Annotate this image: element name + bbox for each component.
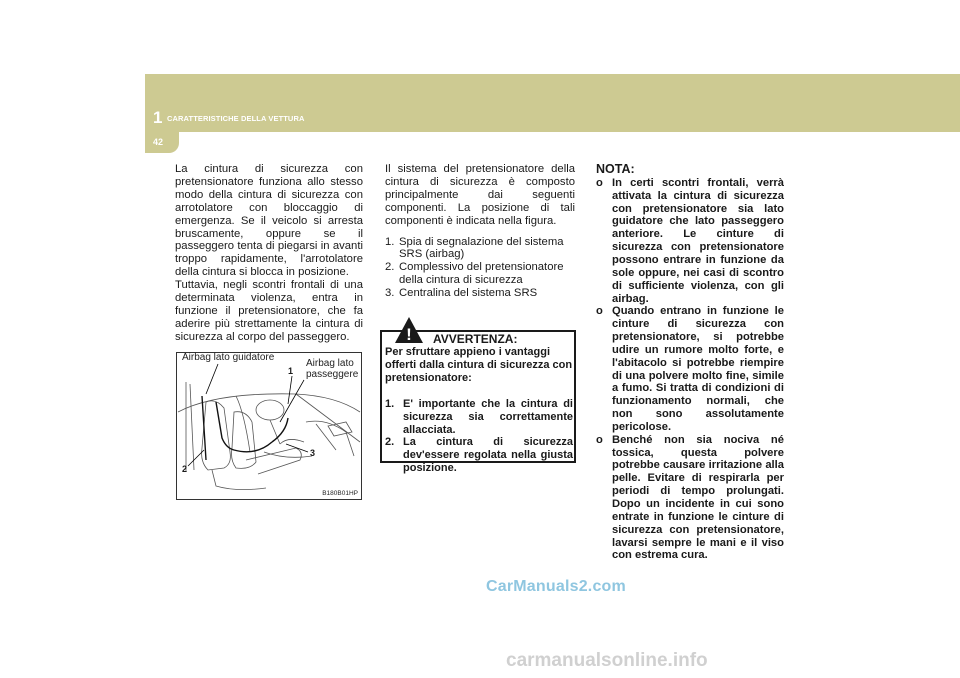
list-bullet: o: [596, 433, 603, 446]
list-item-text: E' importante che la cintura di sicurezza sia correttamente allacciata.: [403, 398, 573, 436]
figure-callout-3: 3: [310, 448, 316, 458]
components-list: [385, 236, 575, 301]
list-item-number: 2.: [385, 261, 395, 274]
list-item-number: 2.: [385, 436, 395, 449]
chapter-header-band: [145, 74, 960, 132]
figure-callout-1: 1: [288, 366, 294, 376]
list-item-text: In certi scontri frontali, verrà attivata la cintura di sicurezza con pretensionatore sia lato guidatore che lato passeggero anteriore. Le cinture di sicurezza con pretensionatore possono entrare in funzione da sole oppure, nei casi di scontro di sufficiente violenza, con gli airbag.: [612, 176, 784, 305]
chapter-number: 1: [153, 108, 163, 127]
column2-intro: Il sistema del pretensionatore della cintura di sicurezza è composto principalmente dai seguenti componenti. La posizione di tali componenti è indicata nella figura.: [385, 163, 575, 227]
warning-box: [380, 330, 576, 474]
column-3: [596, 163, 784, 562]
list-item: [385, 236, 575, 262]
list-item-text: Quando entrano in funzione le cinture di sicurezza con pretensionatore, si potrebbe udire un rumore molto forte, e l'abitacolo si potrebbe riempire di una polvere molto fine, simile a fumo. Si tratta di condizioni di funzionamento normali, che non sono assolutamente pericolose.: [612, 305, 784, 433]
figure-code: B180B01HP: [322, 490, 358, 497]
list-item: [596, 177, 784, 305]
warning-intro: Per sfruttare appieno i vantaggi offerti dalla cintura di sicurezza con pretensionatore:: [385, 346, 573, 384]
warning-list: [385, 398, 573, 475]
list-item: [596, 305, 784, 433]
list-item: [385, 287, 575, 300]
list-bullet: o: [596, 176, 603, 189]
list-item-text: Spia di segnalazione del sistema SRS (airbag): [399, 235, 564, 261]
figure-label-passenger-line2: passeggere: [306, 369, 359, 380]
list-item-text: La cintura di sicurezza dev'essere regolata nella giusta posizione.: [403, 436, 573, 474]
paragraph-2: Tuttavia, negli scontri frontali di una determinata violenza, entra in funzione il pretensionatore, che fa aderire più strettamente la cintura di sicurezza al corpo del passeggero.: [175, 279, 363, 343]
list-item-text: Benché non sia nociva né tossica, questa polvere potrebbe causare irritazione alla pelle. Evitare di respirarla per periodi di tempo prolungati. Dopo un incidente in cui sono entrate in funzione le cinture di sicurezza con pretensionatore, lavarsi sempre le mani e il viso con estrema cura.: [612, 433, 784, 562]
list-item-number: 1.: [385, 235, 395, 248]
warning-triangle-icon: [394, 316, 424, 344]
list-item: [385, 261, 575, 287]
figure-label-passenger-airbag: [306, 358, 358, 380]
list-item-number: 1.: [385, 398, 395, 410]
list-item-text: Centralina del sistema SRS: [399, 287, 538, 300]
list-item-text: Complessivo del pretensionatore della cintura di sicurezza: [399, 261, 564, 287]
paragraph-1: La cintura di sicurezza con pretensionatore funziona allo stesso modo della cintura di sicurezza con arrotolatore con bloccaggio di emergenza. Se il veicolo si arresta bruscamente, oppure se il passeggero tenta di piegarsi in avanti troppo rapidamente, l'arrotolatore della cintura si blocca in posizione.: [175, 163, 363, 279]
seatbelt-figure: [176, 352, 362, 500]
column-1: [175, 163, 363, 344]
figure-label-driver-airbag: Airbag lato guidatore: [182, 352, 275, 363]
page-number: 42: [153, 137, 164, 147]
list-item-number: 3.: [385, 287, 395, 300]
warning-title: AVVERTENZA:: [433, 332, 518, 346]
chapter-title: CARATTERISTICHE DELLA VETTURA: [167, 114, 305, 123]
nota-title: NOTA:: [596, 162, 635, 176]
nota-list: [596, 177, 784, 562]
figure-label-passenger-line1: Airbag lato: [306, 358, 354, 369]
watermark-carmanualsonline: carmanualsonline.info: [506, 650, 708, 671]
list-item: [596, 434, 784, 562]
list-bullet: o: [596, 305, 603, 318]
column-2: [385, 163, 575, 300]
list-item: [385, 398, 573, 436]
warning-icon-glyph: !: [406, 325, 412, 344]
list-item: [385, 436, 573, 474]
watermark-link-carmanuals2[interactable]: CarManuals2.com: [486, 578, 626, 595]
figure-callout-2: 2: [182, 464, 188, 474]
page-number-tab: [145, 132, 179, 153]
